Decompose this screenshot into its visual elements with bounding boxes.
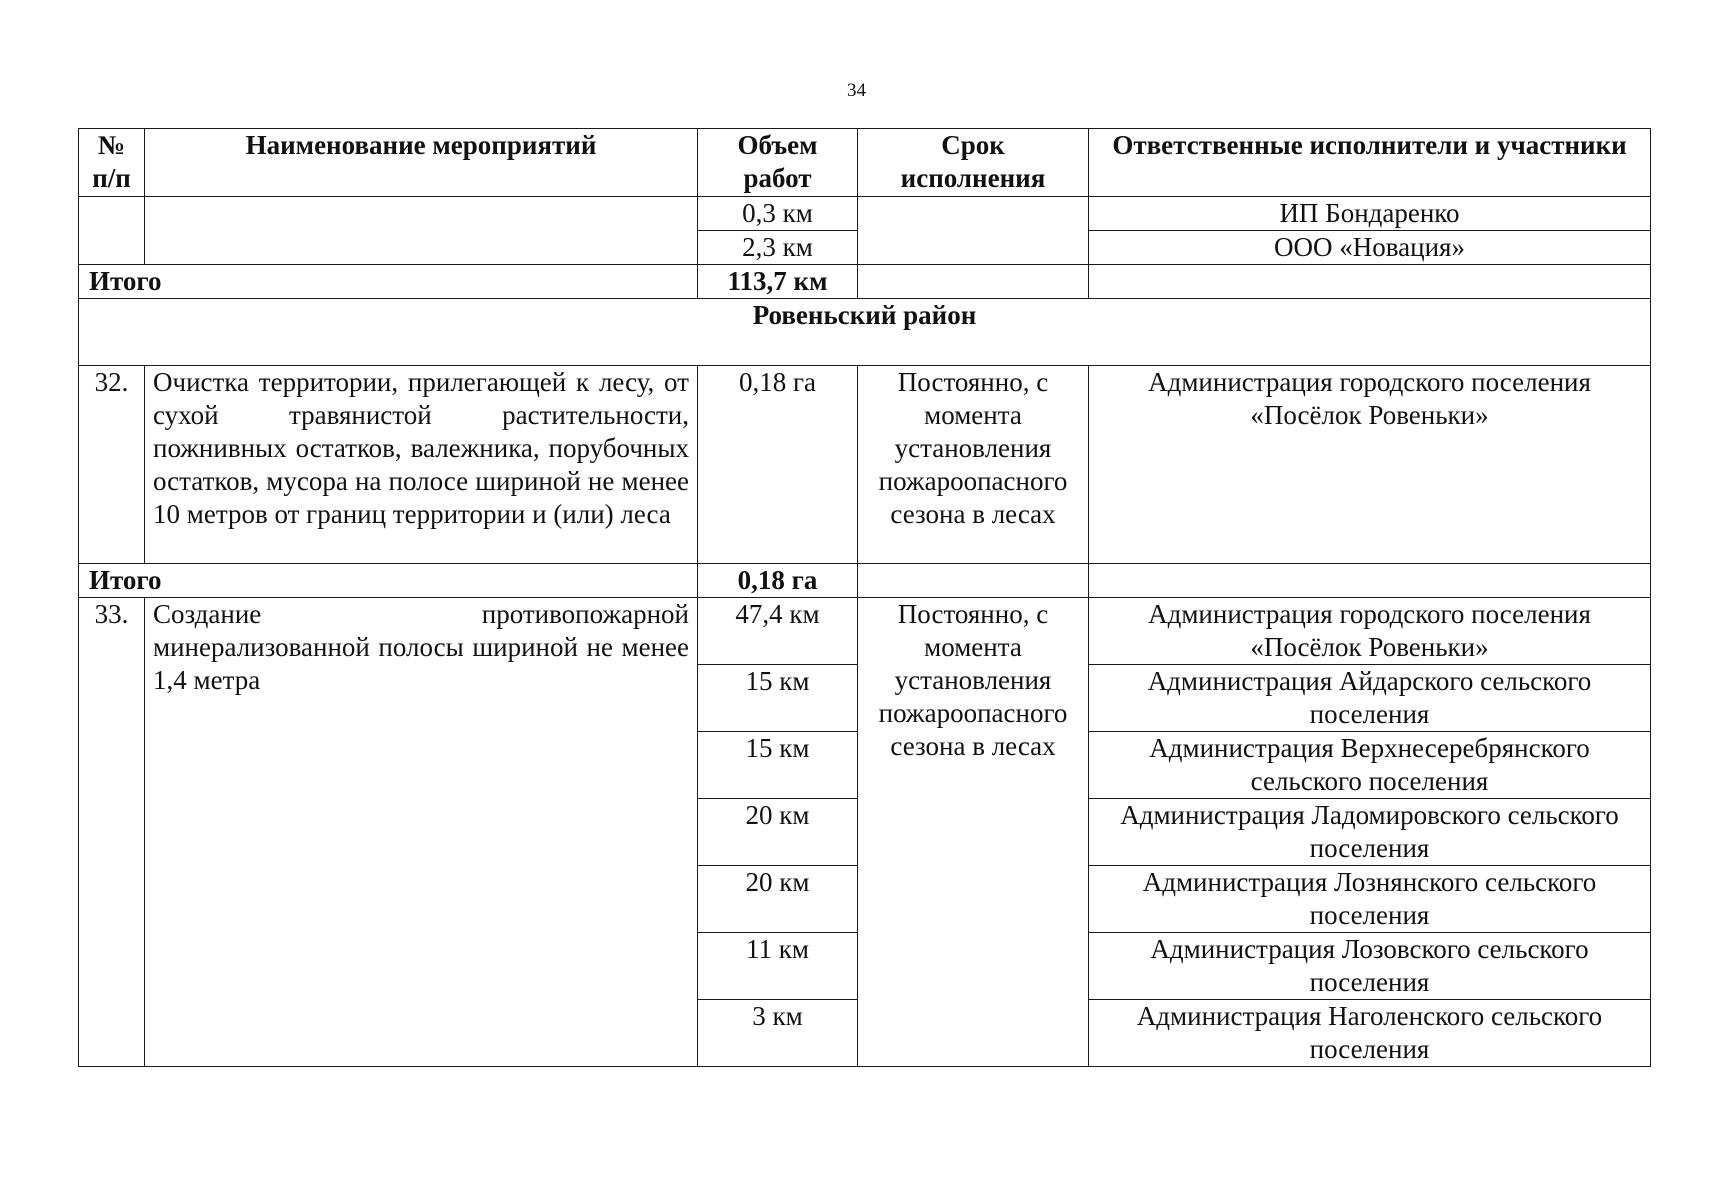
carry-term-cell bbox=[858, 197, 1089, 265]
header-volume: Объем работ bbox=[698, 129, 858, 197]
volume-cell: 0,3 км bbox=[698, 197, 858, 231]
empty-cell bbox=[858, 265, 1089, 299]
empty-cell bbox=[858, 564, 1089, 598]
item-number: 33. bbox=[79, 598, 145, 1067]
volume-cell: 2,3 км bbox=[698, 231, 858, 265]
header-num: № п/п bbox=[79, 129, 145, 197]
volume-cell: 20 км bbox=[698, 866, 858, 933]
responsible-cell: Администрация Ладомировского сельского поселения bbox=[1089, 799, 1651, 866]
responsible-cell: Администрация городского поселения «Посёлок Ровеньки» bbox=[1089, 366, 1651, 564]
item-name: Очистка территории, прилегающей к лесу, от сухой травянистой растительности, пожнивных остатков, валежника, порубочных остатков, мусора на полосе шириной не менее 10 метров от границ территории и (или) леса bbox=[145, 366, 698, 564]
volume-cell: 15 км bbox=[698, 732, 858, 799]
volume-cell: 20 км bbox=[698, 799, 858, 866]
responsible-cell: ООО «Новация» bbox=[1089, 231, 1651, 265]
page-number: 34 bbox=[847, 80, 866, 101]
item-number: 32. bbox=[79, 366, 145, 564]
header-term: Срок исполнения bbox=[858, 129, 1089, 197]
header-name: Наименование мероприятий bbox=[145, 129, 698, 197]
district-row bbox=[79, 299, 1651, 366]
total-row bbox=[79, 564, 1651, 598]
carry-num-cell bbox=[79, 197, 145, 265]
responsible-cell: Администрация Айдарского сельского поселения bbox=[1089, 665, 1651, 732]
volume-cell: 47,4 км bbox=[698, 598, 858, 665]
carry-name-cell bbox=[145, 197, 698, 265]
total-value: 113,7 км bbox=[698, 265, 858, 299]
empty-cell bbox=[1089, 265, 1651, 299]
item-33-row bbox=[79, 598, 1651, 665]
responsible-cell: ИП Бондаренко bbox=[1089, 197, 1651, 231]
responsible-cell: Администрация городского поселения «Посёлок Ровеньки» bbox=[1089, 598, 1651, 665]
header-responsible: Ответственные исполнители и участники bbox=[1089, 129, 1651, 197]
term-cell: Постоянно, с момента установления пожароопасного сезона в лесах bbox=[858, 598, 1089, 1067]
district-title: Ровеньский район bbox=[79, 299, 1651, 366]
activities-table bbox=[78, 128, 1651, 1067]
table-row bbox=[79, 197, 1651, 231]
volume-cell: 15 км bbox=[698, 665, 858, 732]
responsible-cell: Администрация Наголенского сельского поселения bbox=[1089, 1000, 1651, 1067]
volume-cell: 11 км bbox=[698, 933, 858, 1000]
total-row bbox=[79, 265, 1651, 299]
responsible-cell: Администрация Лозовского сельского поселения bbox=[1089, 933, 1651, 1000]
total-label: Итого bbox=[79, 265, 698, 299]
responsible-cell: Администрация Верхнесеребрянского сельского поселения bbox=[1089, 732, 1651, 799]
volume-cell: 0,18 га bbox=[698, 366, 858, 564]
total-label: Итого bbox=[79, 564, 698, 598]
term-cell: Постоянно, с момента установления пожароопасного сезона в лесах bbox=[858, 366, 1089, 564]
empty-cell bbox=[1089, 564, 1651, 598]
item-name: Создание противопожарной минерализованной полосы шириной не менее 1,4 метра bbox=[145, 598, 698, 1067]
item-32-row bbox=[79, 366, 1651, 564]
responsible-cell: Администрация Лознянского сельского поселения bbox=[1089, 866, 1651, 933]
header-row bbox=[79, 129, 1651, 197]
volume-cell: 3 км bbox=[698, 1000, 858, 1067]
total-value: 0,18 га bbox=[698, 564, 858, 598]
